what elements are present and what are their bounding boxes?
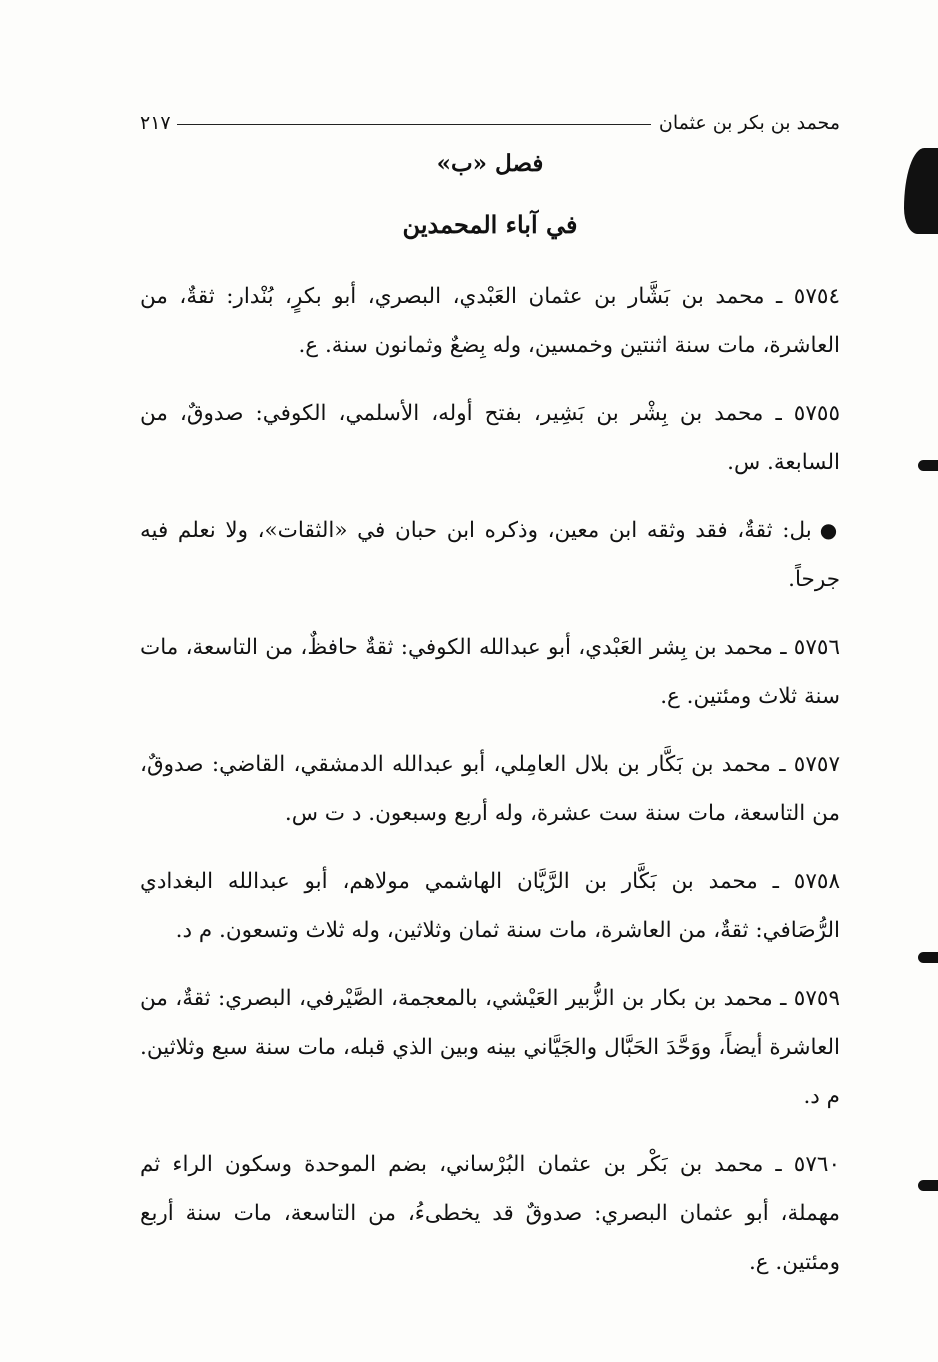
entry-5758: ٥٧٥٨ ـ محمد بن بَكَّار بن الرَّيَّان الهاشمي مولاهم، أبو عبدالله البغدادي الرُّصَافي: ثقةٌ، من العاشرة، مات سنة ثمان وثلاثين، وله ثلاث وتسعون. م د. bbox=[140, 869, 840, 943]
page-header bbox=[140, 100, 840, 134]
section-title: فصل «ب» bbox=[436, 150, 544, 177]
edge-mark bbox=[918, 1180, 938, 1191]
header-rule bbox=[177, 124, 651, 125]
running-title: محمد بن بكر بن عثمان bbox=[658, 112, 840, 134]
entry-5755-note bbox=[140, 506, 840, 604]
entry-5754: ٥٧٥٤ ـ محمد بن بَشَّار بن عثمان العَبْدي، البصري، أبو بكرٍ، بُنْدار: ثقةٌ، من العاشرة، مات سنة اثنتين وخمسين، وله بِضعٌ وثمانون سنة. ع. bbox=[140, 284, 840, 358]
section-subtitle: في آباء المحمدين bbox=[402, 210, 578, 239]
entry-5755: ٥٧٥٥ ـ محمد بن بِشْر بن بَشِير، بفتح أوله، الأسلمي، الكوفي: صدوقٌ، من السابعة. س. bbox=[140, 401, 840, 475]
edge-mark bbox=[918, 952, 938, 963]
entries-list bbox=[140, 272, 840, 1306]
entry-5757: ٥٧٥٧ ـ محمد بن بَكَّار بن بلال العامِلي، أبو عبدالله الدمشقي، القاضي: صدوقٌ، من التاسعة، مات سنة ست عشرة، وله أربع وسبعون. د ت س. bbox=[140, 752, 840, 826]
edge-tab-mark bbox=[904, 148, 938, 234]
page-number: ٢١٧ bbox=[140, 112, 171, 134]
entry-5756: ٥٧٥٦ ـ محمد بن بِشر العَبْدي، أبو عبدالله الكوفي: ثقةٌ حافظٌ، من التاسعة، مات سنة ثلاث ومئتين. ع. bbox=[140, 635, 840, 709]
edge-mark bbox=[918, 460, 938, 471]
bullet-icon: ● bbox=[819, 518, 841, 542]
note-text: بل: ثقةٌ، فقد وثقه ابن معين، وذكره ابن حبان في «الثقات»، ولا نعلم فيه جرحاً. bbox=[140, 518, 840, 592]
entry-5760: ٥٧٦٠ ـ محمد بن بَكْر بن عثمان البُرْساني، بضم الموحدة وسكون الراء ثم مهملة، أبو عثمان البصري: صدوقٌ قد يخطىءُ، من التاسعة، مات سنة أربع ومئتين. ع. bbox=[140, 1152, 840, 1275]
entry-5759: ٥٧٥٩ ـ محمد بن بكار بن الزُّبير العَيْشي، بالمعجمة، الصَّيْرفي، البصري: ثقةٌ، من العاشرة أيضاً، ووَحَّدَ الحَبَّال والجَيَّاني بينه وبين الذي قبله، مات سنة سبع وثلاثين. م د. bbox=[140, 986, 840, 1109]
